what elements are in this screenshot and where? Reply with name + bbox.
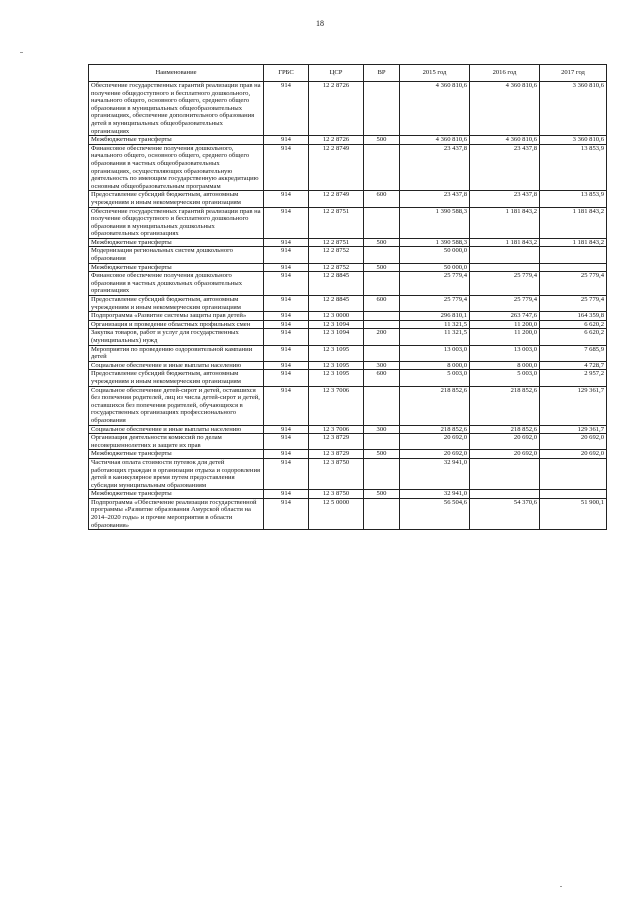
cell-name: Финансовое обеспечение получения дошкольного образования в частных дошкольных образовательных организациях [89, 272, 264, 296]
cell-y2016: 4 360 810,6 [470, 82, 540, 136]
cell-name: Организация деятельности комиссий по делам несовершеннолетних и защите их прав [89, 434, 264, 450]
cell-csr: 12 3 1095 [309, 361, 364, 370]
table-row [89, 272, 607, 296]
cell-y2017: 164 359,8 [540, 312, 607, 321]
cell-y2016: 11 200,0 [470, 320, 540, 329]
cell-grbs: 914 [264, 498, 309, 529]
cell-grbs: 914 [264, 490, 309, 499]
cell-y2015: 13 003,0 [400, 345, 470, 361]
cell-name: Предоставление субсидий бюджетным, автономным учреждениям и иным некоммерческим организациям [89, 191, 264, 207]
cell-vr [364, 312, 400, 321]
cell-y2016 [470, 490, 540, 499]
cell-vr [364, 207, 400, 238]
cell-y2015: 50 000,0 [400, 263, 470, 272]
cell-vr [364, 272, 400, 296]
cell-y2016: 263 747,6 [470, 312, 540, 321]
table-row [89, 82, 607, 136]
cell-y2016: 20 692,0 [470, 434, 540, 450]
cell-y2017: 13 853,9 [540, 191, 607, 207]
cell-y2016: 13 003,0 [470, 345, 540, 361]
cell-y2016: 1 181 843,2 [470, 238, 540, 247]
cell-vr: 600 [364, 370, 400, 386]
table-row [89, 329, 607, 345]
cell-vr [364, 434, 400, 450]
cell-y2017: 20 692,0 [540, 434, 607, 450]
cell-y2015: 218 852,6 [400, 425, 470, 434]
cell-y2015: 296 810,1 [400, 312, 470, 321]
cell-name: Социальное обеспечение детей-сирот и детей, оставшихся без попечения родителей, лиц из числа детей-сирот и детей, оставшихся без попечения родителей, обучающихся в государственных организациях профессионального образования [89, 386, 264, 425]
cell-grbs: 914 [264, 320, 309, 329]
cell-y2015: 20 692,0 [400, 434, 470, 450]
cell-vr [364, 82, 400, 136]
table-row [89, 238, 607, 247]
cell-grbs: 914 [264, 238, 309, 247]
table-row [89, 312, 607, 321]
cell-y2015: 32 941,0 [400, 490, 470, 499]
cell-y2015: 4 360 810,6 [400, 82, 470, 136]
cell-vr [364, 247, 400, 263]
cell-y2016: 25 779,4 [470, 296, 540, 312]
cell-name: Межбюджетные трансферты [89, 450, 264, 459]
cell-y2016: 20 692,0 [470, 450, 540, 459]
cell-csr: 12 2 8752 [309, 247, 364, 263]
cell-y2016: 23 437,8 [470, 144, 540, 191]
cell-y2017: 25 779,4 [540, 296, 607, 312]
cell-grbs: 914 [264, 136, 309, 145]
cell-csr: 12 3 7006 [309, 386, 364, 425]
cell-csr: 12 5 0000 [309, 498, 364, 529]
table-row [89, 296, 607, 312]
cell-csr: 12 3 8729 [309, 450, 364, 459]
table-row [89, 345, 607, 361]
cell-name: Социальное обеспечение и иные выплаты населению [89, 361, 264, 370]
table-body [89, 82, 607, 530]
cell-y2015: 4 360 810,6 [400, 136, 470, 145]
cell-name: Социальное обеспечение и иные выплаты населению [89, 425, 264, 434]
cell-csr: 12 3 1094 [309, 320, 364, 329]
cell-y2016: 25 779,4 [470, 272, 540, 296]
cell-y2015: 23 437,8 [400, 144, 470, 191]
cell-csr: 12 3 8750 [309, 490, 364, 499]
cell-y2015: 1 390 588,3 [400, 207, 470, 238]
table-row [89, 386, 607, 425]
cell-vr: 500 [364, 490, 400, 499]
cell-csr: 12 2 8751 [309, 238, 364, 247]
cell-vr [364, 144, 400, 191]
cell-vr: 500 [364, 450, 400, 459]
header-2016: 2016 год [470, 65, 540, 82]
table-row [89, 263, 607, 272]
cell-name: Организация и проведение областных профильных смен [89, 320, 264, 329]
cell-csr: 12 2 8726 [309, 82, 364, 136]
header-name: Наименование [89, 65, 264, 82]
cell-name: Межбюджетные трансферты [89, 263, 264, 272]
cell-vr: 300 [364, 425, 400, 434]
cell-grbs: 914 [264, 370, 309, 386]
cell-y2017 [540, 490, 607, 499]
cell-y2017: 2 957,2 [540, 370, 607, 386]
cell-y2017: 6 620,2 [540, 320, 607, 329]
cell-y2015: 23 437,8 [400, 191, 470, 207]
cell-vr: 600 [364, 296, 400, 312]
table-row [89, 370, 607, 386]
cell-y2017: 51 900,1 [540, 498, 607, 529]
cell-y2016 [470, 458, 540, 489]
cell-y2015: 11 321,5 [400, 329, 470, 345]
cell-grbs: 914 [264, 272, 309, 296]
cell-csr: 12 2 8749 [309, 144, 364, 191]
header-csr: ЦСР [309, 65, 364, 82]
header-2015: 2015 год [400, 65, 470, 82]
cell-y2017: 4 728,7 [540, 361, 607, 370]
cell-name: Частичная оплата стоимости путевок для детей работающих граждан в организации отдыха и оздоровления детей в каникулярное время путем предоставления субсидии муниципальным образованиям [89, 458, 264, 489]
cell-name: Подпрограмма «Обеспечение реализации государственной программы «Развитие образования Амурской области на 2014–2020 годы» и прочие мероприятия в области образования» [89, 498, 264, 529]
table-row [89, 425, 607, 434]
cell-csr: 12 2 8726 [309, 136, 364, 145]
cell-y2015: 20 692,0 [400, 450, 470, 459]
cell-csr: 12 3 1094 [309, 329, 364, 345]
cell-y2015: 50 000,0 [400, 247, 470, 263]
table-row [89, 490, 607, 499]
cell-grbs: 914 [264, 434, 309, 450]
cell-vr [364, 458, 400, 489]
cell-csr: 12 2 8749 [309, 191, 364, 207]
cell-name: Межбюджетные трансферты [89, 136, 264, 145]
cell-vr: 500 [364, 263, 400, 272]
cell-vr [364, 386, 400, 425]
cell-y2017: 20 692,0 [540, 450, 607, 459]
cell-y2015: 5 003,0 [400, 370, 470, 386]
cell-y2017: 129 361,7 [540, 386, 607, 425]
cell-vr: 500 [364, 238, 400, 247]
cell-y2017: 13 853,9 [540, 144, 607, 191]
cell-y2016: 54 370,6 [470, 498, 540, 529]
cell-name: Предоставление субсидий бюджетным, автономным учреждениям и иным некоммерческим организациям [89, 370, 264, 386]
cell-y2016 [470, 247, 540, 263]
cell-y2015: 1 390 588,3 [400, 238, 470, 247]
header-grbs: ГРБС [264, 65, 309, 82]
table-row [89, 247, 607, 263]
cell-y2015: 11 321,5 [400, 320, 470, 329]
cell-csr: 12 2 8751 [309, 207, 364, 238]
table-header-row [89, 65, 607, 82]
cell-y2016: 11 200,0 [470, 329, 540, 345]
cell-y2017 [540, 263, 607, 272]
cell-name: Финансовое обеспечение получения дошкольного, начального общего, основного общего, среднего общего образования в частных общеобразовательных организациях, осуществляющих образовательную деятельность по имеющим государственную аккредитацию основным общеобразовательным программам [89, 144, 264, 191]
cell-name: Предоставление субсидий бюджетным, автономным учреждениям и иным некоммерческим организациям [89, 296, 264, 312]
header-vr: ВР [364, 65, 400, 82]
table-row [89, 144, 607, 191]
cell-csr: 12 3 7006 [309, 425, 364, 434]
cell-csr: 12 3 1095 [309, 370, 364, 386]
cell-y2017 [540, 247, 607, 263]
cell-grbs: 914 [264, 386, 309, 425]
cell-y2016: 218 852,6 [470, 425, 540, 434]
table-row [89, 450, 607, 459]
cell-y2017: 7 685,9 [540, 345, 607, 361]
cell-grbs: 914 [264, 458, 309, 489]
cell-vr: 200 [364, 329, 400, 345]
cell-y2015: 32 941,0 [400, 458, 470, 489]
cell-grbs: 914 [264, 247, 309, 263]
cell-name: Мероприятия по проведению оздоровительной кампании детей [89, 345, 264, 361]
cell-name: Обеспечение государственных гарантий реализации прав на получение общедоступного и бесплатного дошкольного, начального общего, основного общего, среднего общего образования в муниципальных общеобразовательных организациях, обеспечение дополнительного образования детей в муниципальных общеобразовательных организациях [89, 82, 264, 136]
cell-name: Межбюджетные трансферты [89, 238, 264, 247]
cell-y2017: 129 361,7 [540, 425, 607, 434]
cell-csr: 12 3 0000 [309, 312, 364, 321]
cell-y2016: 8 000,0 [470, 361, 540, 370]
cell-y2016: 4 360 810,6 [470, 136, 540, 145]
cell-csr: 12 3 8729 [309, 434, 364, 450]
cell-csr: 12 2 8845 [309, 296, 364, 312]
table-row [89, 320, 607, 329]
cell-name: Подпрограмма «Развитие системы защиты прав детей» [89, 312, 264, 321]
cell-vr: 500 [364, 136, 400, 145]
header-2017: 2017 год [540, 65, 607, 82]
cell-vr: 300 [364, 361, 400, 370]
table-row [89, 136, 607, 145]
cell-name: Закупка товаров, работ и услуг для государственных (муниципальных) нужд [89, 329, 264, 345]
cell-y2016: 218 852,6 [470, 386, 540, 425]
cell-grbs: 914 [264, 312, 309, 321]
table-row [89, 458, 607, 489]
cell-y2017: 6 620,2 [540, 329, 607, 345]
cell-grbs: 914 [264, 345, 309, 361]
cell-y2016: 23 437,8 [470, 191, 540, 207]
cell-y2015: 25 779,4 [400, 296, 470, 312]
cell-y2015: 25 779,4 [400, 272, 470, 296]
cell-grbs: 914 [264, 263, 309, 272]
scan-speck [20, 52, 23, 53]
scan-speck [560, 886, 562, 887]
cell-vr [364, 320, 400, 329]
table-row [89, 207, 607, 238]
cell-grbs: 914 [264, 296, 309, 312]
cell-vr [364, 498, 400, 529]
cell-csr: 12 3 1095 [309, 345, 364, 361]
cell-vr: 600 [364, 191, 400, 207]
cell-grbs: 914 [264, 191, 309, 207]
cell-y2017: 25 779,4 [540, 272, 607, 296]
cell-y2017: 3 360 810,6 [540, 136, 607, 145]
cell-y2017: 1 181 843,2 [540, 238, 607, 247]
cell-y2017: 1 181 843,2 [540, 207, 607, 238]
cell-name: Межбюджетные трансферты [89, 490, 264, 499]
cell-grbs: 914 [264, 207, 309, 238]
cell-grbs: 914 [264, 82, 309, 136]
cell-y2017: 3 360 810,6 [540, 82, 607, 136]
cell-grbs: 914 [264, 450, 309, 459]
cell-grbs: 914 [264, 329, 309, 345]
cell-y2016 [470, 263, 540, 272]
cell-name: Обеспечение государственных гарантий реализации прав на получение общедоступного и бесплатного дошкольного образования в муниципальных дошкольных образовательных организациях [89, 207, 264, 238]
budget-table [88, 64, 607, 530]
table-row [89, 498, 607, 529]
cell-csr: 12 2 8845 [309, 272, 364, 296]
cell-grbs: 914 [264, 425, 309, 434]
table-row [89, 361, 607, 370]
page-number: 18 [316, 19, 324, 28]
cell-y2017 [540, 458, 607, 489]
cell-y2016: 5 003,0 [470, 370, 540, 386]
cell-y2016: 1 181 843,2 [470, 207, 540, 238]
cell-csr: 12 3 8750 [309, 458, 364, 489]
cell-y2015: 8 000,0 [400, 361, 470, 370]
cell-grbs: 914 [264, 144, 309, 191]
cell-csr: 12 2 8752 [309, 263, 364, 272]
cell-vr [364, 345, 400, 361]
table-row [89, 191, 607, 207]
table-row [89, 434, 607, 450]
cell-y2015: 218 852,6 [400, 386, 470, 425]
cell-y2015: 56 504,6 [400, 498, 470, 529]
cell-name: Модернизация региональных систем дошкольного образования [89, 247, 264, 263]
cell-grbs: 914 [264, 361, 309, 370]
